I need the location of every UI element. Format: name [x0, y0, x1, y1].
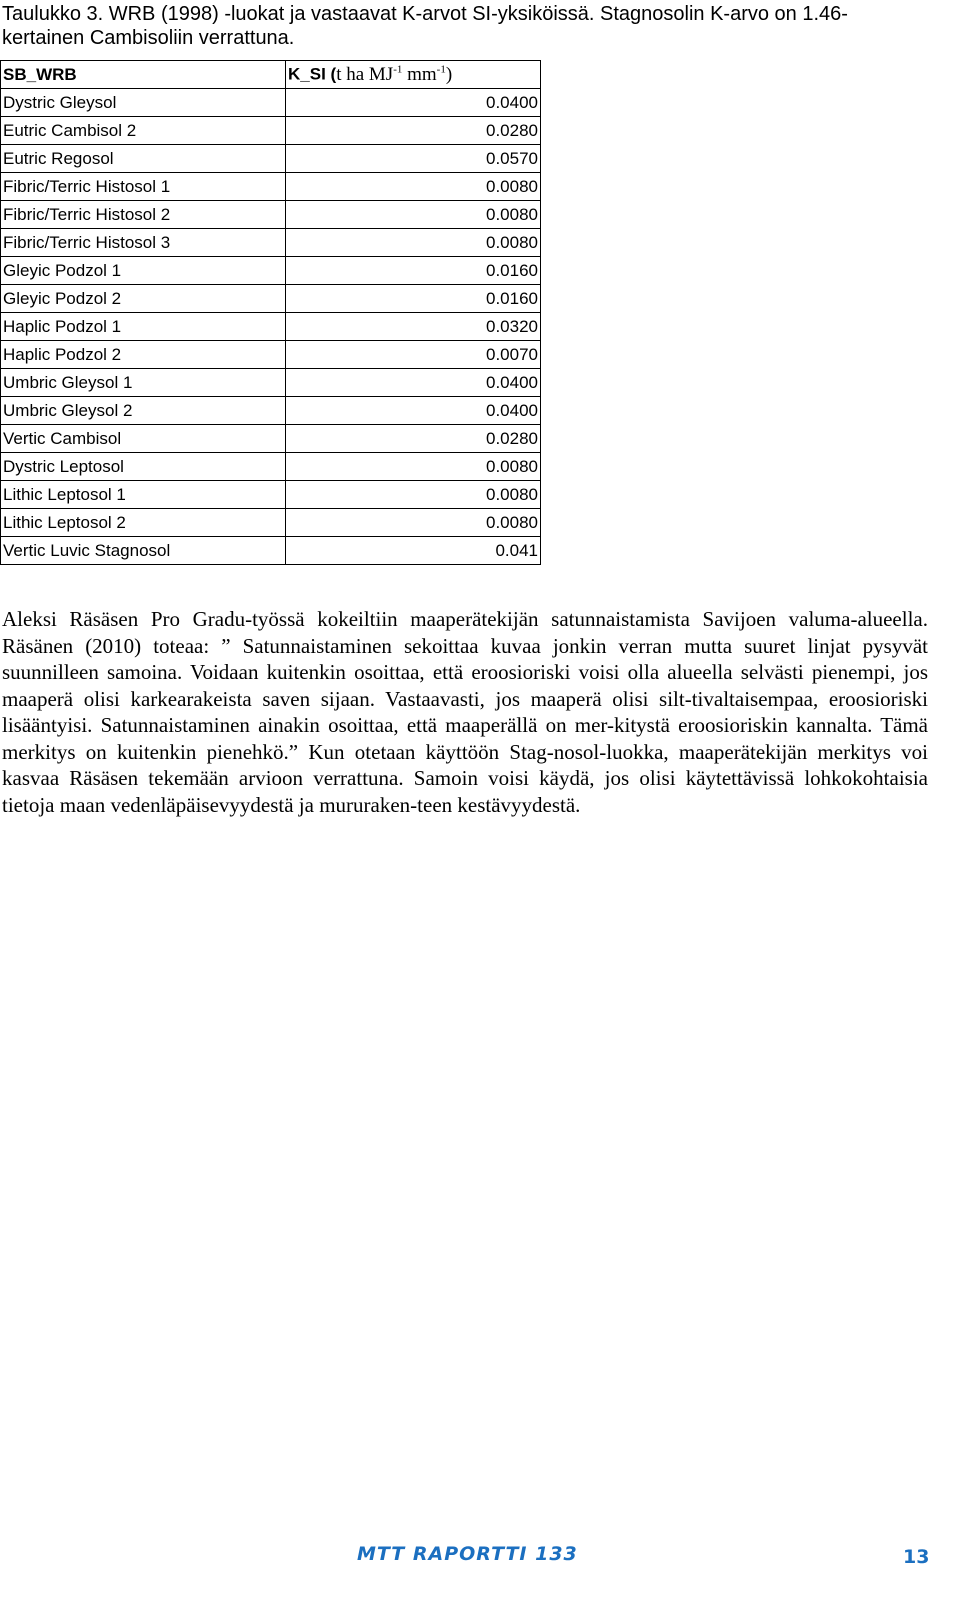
table-row	[1, 89, 541, 117]
k-value-cell: 0.0080	[286, 229, 541, 257]
table-row	[1, 229, 541, 257]
table-row	[1, 509, 541, 537]
soil-class-cell: Haplic Podzol 1	[1, 313, 286, 341]
header-k-sup-a: -1	[393, 63, 403, 76]
k-value-table	[0, 60, 541, 565]
soil-class-cell: Lithic Leptosol 2	[1, 509, 286, 537]
k-value-cell: 0.0320	[286, 313, 541, 341]
k-value-cell: 0.0080	[286, 481, 541, 509]
table-row	[1, 145, 541, 173]
k-value-cell: 0.0400	[286, 397, 541, 425]
soil-class-cell: Umbric Gleysol 1	[1, 369, 286, 397]
table-row	[1, 369, 541, 397]
table-header-row	[1, 61, 541, 89]
k-value-cell: 0.0070	[286, 341, 541, 369]
k-value-cell: 0.0400	[286, 369, 541, 397]
table-body	[1, 89, 541, 565]
header-k-sup-b: -1	[436, 63, 446, 76]
soil-class-cell: Vertic Cambisol	[1, 425, 286, 453]
k-value-cell: 0.0400	[286, 89, 541, 117]
page-number: 13	[903, 1546, 930, 1568]
k-value-cell: 0.0160	[286, 285, 541, 313]
soil-class-cell: Lithic Leptosol 1	[1, 481, 286, 509]
body-paragraph: Aleksi Räsäsen Pro Gradu-työssä kokeiltiin maaperätekijän satunnaistamista Savijoen valuma-alueella. Räsänen (2010) toteaa: ” Satunnaistaminen sekoittaa kuvaa jonkin verran mutta suuret linjat pysyvät suunnilleen samoina. Voidaan kuitenkin osoittaa, että eroosioriski voisi olla alueella selvästi pienempi, jos maaperä olisi karkearakeista saven sijaan. Vastaavasti, jos maaperä olisi silt-tivaltaisempaa, eroosioriski lisääntyisi. Satunnaistaminen ainakin osoittaa, että maaperällä on mer-kitystä eroosioriskin kannalta. Tämä merkitys on kuitenkin pienehkö.” Kun otetaan käyttöön Stag-nosol-luokka, maaperätekijän merkitys voi kasvaa Räsäsen tekemään arvioon verrattuna. Samoin voisi käydä, jos olisi käytettävissä lohkokohtaisia tietoja maan vedenläpäisevyydestä ja mururaken-teen kestävyydestä.	[2, 607, 928, 817]
soil-class-cell: Dystric Leptosol	[1, 453, 286, 481]
soil-class-cell: Haplic Podzol 2	[1, 341, 286, 369]
soil-class-cell: Eutric Cambisol 2	[1, 117, 286, 145]
soil-class-cell: Vertic Luvic Stagnosol	[1, 537, 286, 565]
table-row	[1, 453, 541, 481]
k-value-cell: 0.0570	[286, 145, 541, 173]
header-k-unit-b: mm	[402, 63, 437, 85]
table-row	[1, 313, 541, 341]
table-row	[1, 425, 541, 453]
soil-class-cell: Umbric Gleysol 2	[1, 397, 286, 425]
footer-series-title: MTT RAPORTTI 133	[357, 1543, 578, 1565]
k-value-cell: 0.0080	[286, 201, 541, 229]
k-value-cell: 0.0080	[286, 509, 541, 537]
soil-class-cell: Fibric/Terric Histosol 3	[1, 229, 286, 257]
table-row	[1, 117, 541, 145]
k-value-cell: 0.0080	[286, 453, 541, 481]
soil-class-cell: Gleyic Podzol 2	[1, 285, 286, 313]
header-k-suffix: )	[445, 63, 453, 85]
header-k-unit	[336, 64, 452, 85]
table-row	[1, 285, 541, 313]
header-soil-class: SB_WRB	[1, 61, 286, 89]
table-row	[1, 173, 541, 201]
soil-class-cell: Dystric Gleysol	[1, 89, 286, 117]
table-row	[1, 201, 541, 229]
header-k-prefix: K_SI (	[288, 64, 337, 84]
k-value-cell: 0.0080	[286, 173, 541, 201]
k-value-cell: 0.0280	[286, 117, 541, 145]
table-caption: Taulukko 3. WRB (1998) -luokat ja vastaavat K-arvot SI-yksiköissä. Stagnosolin K-arvo on 1.46-kertainen Cambisoliin verrattuna.	[2, 3, 848, 49]
soil-class-cell: Fibric/Terric Histosol 2	[1, 201, 286, 229]
table-row	[1, 481, 541, 509]
soil-class-cell: Gleyic Podzol 1	[1, 257, 286, 285]
table-row	[1, 341, 541, 369]
table-row	[1, 257, 541, 285]
header-k-value	[286, 61, 541, 89]
soil-class-cell: Eutric Regosol	[1, 145, 286, 173]
k-value-cell: 0.0160	[286, 257, 541, 285]
header-k-unit-a: t ha MJ	[336, 63, 394, 85]
soil-class-cell: Fibric/Terric Histosol 1	[1, 173, 286, 201]
table-row	[1, 397, 541, 425]
table-row	[1, 537, 541, 565]
k-value-cell: 0.041	[286, 537, 541, 565]
k-value-cell: 0.0280	[286, 425, 541, 453]
